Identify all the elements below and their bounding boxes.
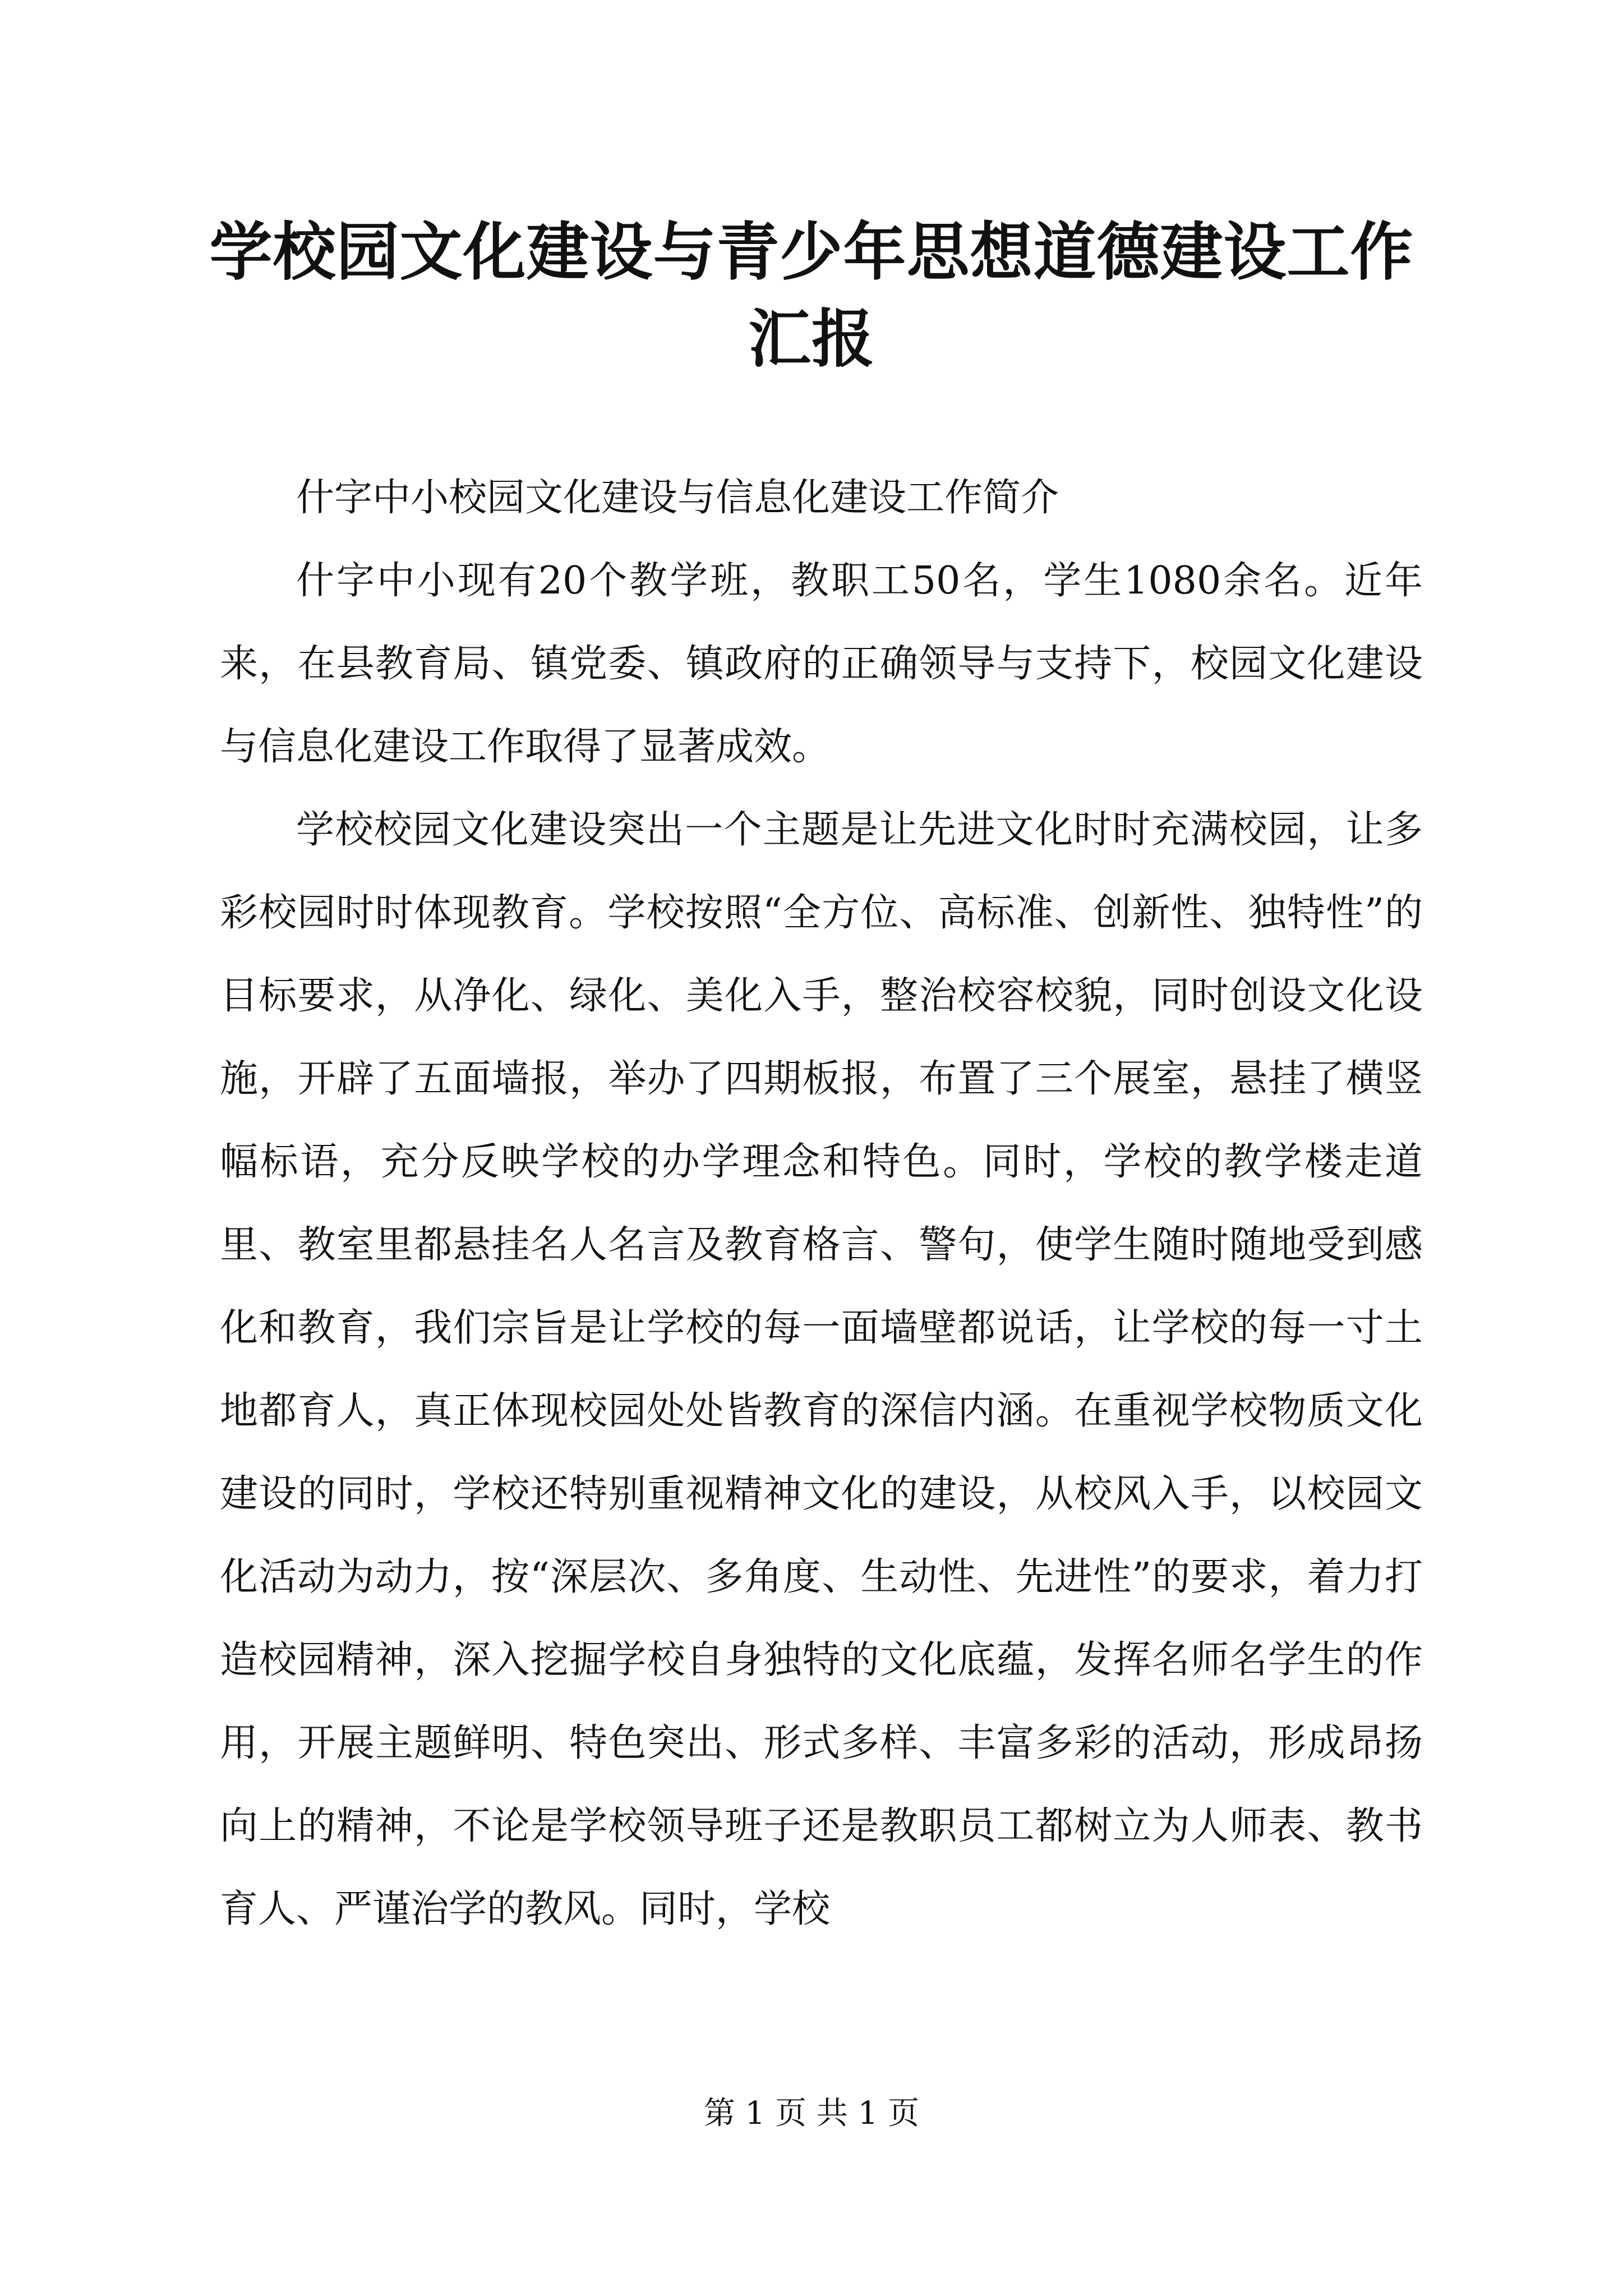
paragraph-campus-culture: 学校校园文化建设突出一个主题是让先进文化时时充满校园，让多彩校园时时体现教育。学校按照“全方位、高标准、创新性、独特性”的目标要求，从净化、绿化、美化入手，整治校容校貌，同时创设文化设施，开辟了五面墙报，举办了四期板报，布置了三个展室，悬挂了横竖幅标语，充分反映学校的办学理念和特色。同时，学校的教学楼走道里、教室里都悬挂名人名言及教育格言、警句，使学生随时随地受到感化和教育，我们宗旨是让学校的每一面墙壁都说话，让学校的每一寸土地都育人，真正体现校园处处皆教育的深信内涵。在重视学校物质文化建设的同时，学校还特别重视精神文化的建设，从校风入手，以校园文化活动为动力，按“深层次、多角度、生动性、先进性”的要求，着力打造校园精神，深入挖掘学校自身独特的文化底蕴，发挥名师名学生的作用，开展主题鲜明、特色突出、形式多样、丰富多彩的活动，形成昂扬向上的精神，不论是学校领导班子还是教职员工都树立为人师表、教书育人、严谨治学的教风。同时，学校: [220, 808, 1423, 1931]
document-body: [220, 457, 1423, 1951]
paragraph-overview: 什字中小现有20个教学班，教职工50名，学生1080余名。近年来，在县教育局、镇党委、镇政府的正确领导与支持下，校园文化建设与信息化建设工作取得了显著成效。: [220, 559, 1423, 769]
paragraph-intro-heading: 什字中小校园文化建设与信息化建设工作简介: [296, 476, 1059, 520]
page-footer: 第 1 页 共 1 页: [703, 2095, 920, 2132]
document-title: 学校园文化建设与青少年思想道德建设工作汇报: [209, 215, 1414, 376]
